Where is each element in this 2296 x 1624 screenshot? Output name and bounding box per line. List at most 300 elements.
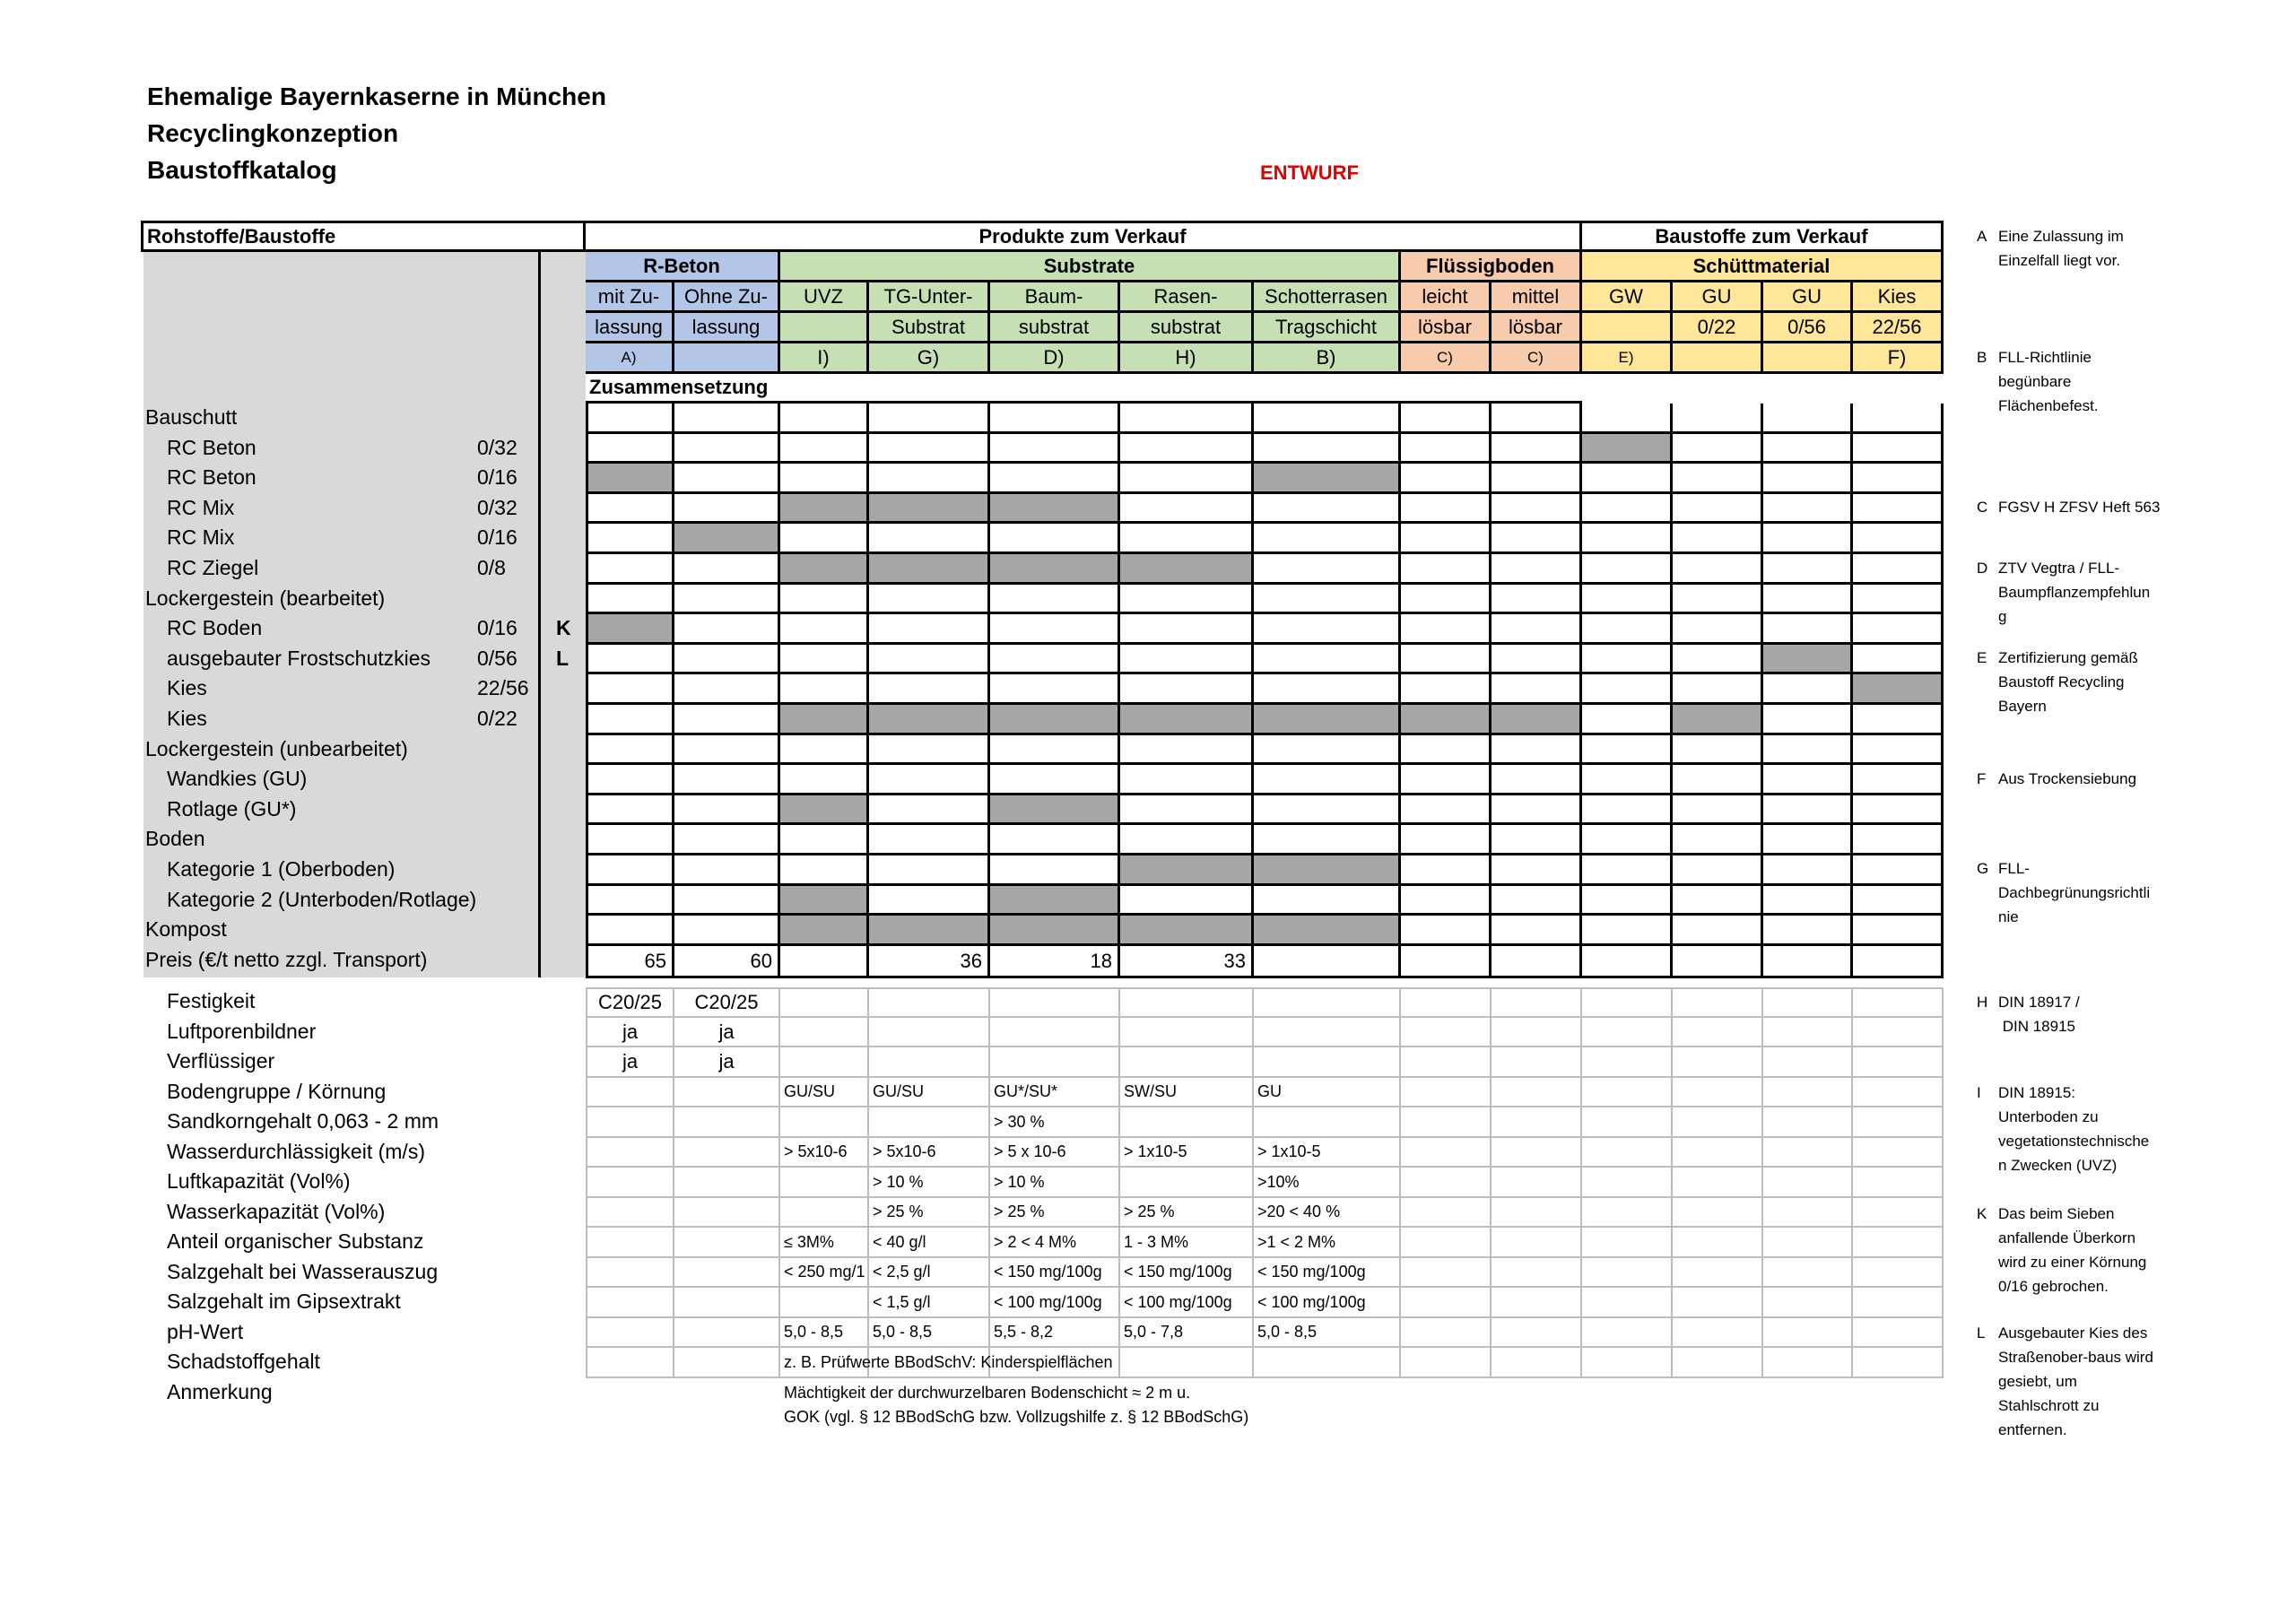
matrix-cell — [1254, 735, 1401, 765]
matrix-cell-filled — [1582, 434, 1673, 464]
property-cell — [1763, 1078, 1853, 1107]
doc-title-3: Baustoffkatalog — [147, 156, 337, 184]
matrix-cell — [1582, 464, 1673, 494]
matrix-cell — [1582, 524, 1673, 554]
price-cell — [1401, 946, 1492, 978]
matrix-cell — [1401, 524, 1492, 554]
property-cell — [1853, 1198, 1944, 1228]
anmerkung-line-2: GOK (vgl. § 12 BBodSchG bzw. Vollzugshilfe z. § 12 BBodSchG) — [784, 1408, 1249, 1426]
footnote-text: Das beim Sieben anfallende Überkorn wird zu einer Körnung 0/16 gebrochen. — [1998, 1205, 2147, 1295]
property-cell — [1492, 1288, 1582, 1318]
property-cell — [674, 1168, 780, 1198]
matrix-cell — [1401, 645, 1492, 674]
matrix-cell — [1401, 765, 1492, 795]
matrix-cell-filled — [780, 494, 869, 524]
matrix-cell — [1492, 554, 1582, 585]
matrix-cell — [586, 855, 674, 886]
matrix-cell — [1492, 434, 1582, 464]
matrix-cell — [1763, 404, 1853, 434]
column-ref — [1673, 343, 1763, 374]
property-cell: > 1x10-5 — [1120, 1138, 1254, 1168]
property-cell: < 150 mg/100g — [990, 1258, 1120, 1288]
grain-size: 0/32 — [477, 436, 517, 459]
matrix-cell — [1853, 585, 1944, 614]
property-cell: GU*/SU* — [990, 1078, 1120, 1107]
property-cell — [1673, 1018, 1763, 1047]
property-cell — [1401, 1107, 1492, 1138]
column-ref — [674, 343, 780, 374]
property-cell — [1401, 1318, 1492, 1348]
property-cell — [674, 1138, 780, 1168]
column-header-line1: Rasen- — [1120, 282, 1254, 313]
matrix-cell — [1120, 645, 1254, 674]
matrix-cell — [586, 795, 674, 825]
footnote — [1977, 1081, 2192, 1177]
matrix-cell — [780, 614, 869, 645]
footnote-text: FLL-Richtlinie begünbare Flächenbefest. — [1998, 349, 2099, 414]
property-cell: ja — [586, 1018, 674, 1047]
matrix-cell — [1763, 886, 1853, 916]
price-cell: 36 — [869, 946, 990, 978]
property-cell — [1673, 1228, 1763, 1258]
matrix-cell — [1673, 735, 1763, 765]
property-label: Schadstoffgehalt — [167, 1350, 320, 1373]
matrix-cell — [1582, 855, 1673, 886]
matrix-cell — [1763, 705, 1853, 735]
produkte-header: Produkte zum Verkauf — [586, 221, 1582, 252]
matrix-cell — [1492, 825, 1582, 855]
matrix-cell — [1401, 886, 1492, 916]
footnote-letter: E — [1977, 649, 1987, 666]
property-cell — [1254, 987, 1401, 1018]
matrix-cell — [1763, 674, 1853, 705]
matrix-cell — [869, 855, 990, 886]
property-cell: 5,0 - 7,8 — [1120, 1318, 1254, 1348]
footnote-letter: H — [1977, 994, 1988, 1011]
matrix-cell-filled — [869, 494, 990, 524]
property-cell: < 40 g/l — [869, 1228, 990, 1258]
property-cell — [1492, 987, 1582, 1018]
matrix-cell — [1401, 554, 1492, 585]
matrix-cell-filled — [780, 554, 869, 585]
matrix-cell — [1853, 645, 1944, 674]
column-ref: F) — [1853, 343, 1944, 374]
property-cell: ja — [674, 1018, 780, 1047]
matrix-cell — [1582, 554, 1673, 585]
property-cell — [1120, 1107, 1254, 1138]
matrix-cell — [869, 825, 990, 855]
matrix-cell — [990, 464, 1120, 494]
price-cell — [1492, 946, 1582, 978]
property-cell: < 250 mg/1 — [780, 1258, 869, 1288]
matrix-cell — [1853, 464, 1944, 494]
property-cell — [780, 987, 869, 1018]
property-cell: > 30 % — [990, 1107, 1120, 1138]
matrix-cell — [1673, 916, 1763, 946]
property-cell — [1120, 1018, 1254, 1047]
matrix-cell — [1582, 765, 1673, 795]
matrix-cell — [990, 855, 1120, 886]
matrix-cell — [990, 585, 1120, 614]
footnote-letter: A — [1977, 228, 1987, 245]
property-cell: >10% — [1254, 1168, 1401, 1198]
matrix-cell — [780, 674, 869, 705]
price-cell — [1673, 946, 1763, 978]
footnote-text: Aus Trockensiebung — [1998, 770, 2137, 787]
footnote-text: Zertifizierung gemäß Baustoff Recycling Bayern — [1998, 649, 2138, 715]
matrix-cell — [1853, 614, 1944, 645]
column-ref — [1763, 343, 1853, 374]
matrix-cell — [1120, 886, 1254, 916]
material-row-label: Kategorie 1 (Oberboden) — [167, 857, 396, 881]
property-cell — [1763, 1348, 1853, 1378]
property-cell — [1254, 1107, 1401, 1138]
matrix-cell — [1673, 825, 1763, 855]
property-cell — [1763, 1107, 1853, 1138]
matrix-cell — [780, 464, 869, 494]
property-cell: < 150 mg/100g — [1254, 1258, 1401, 1288]
matrix-cell — [990, 524, 1120, 554]
material-row-label: RC Mix — [167, 496, 235, 519]
property-cell — [1582, 1348, 1673, 1378]
property-cell — [1673, 1138, 1763, 1168]
column-ref: A) — [586, 343, 674, 374]
matrix-cell-filled — [1492, 705, 1582, 735]
anmerkung-line-1: Mächtigkeit der durchwurzelbaren Bodenschicht ≈ 2 m u. — [784, 1384, 1191, 1402]
matrix-cell — [1673, 674, 1763, 705]
property-cell: > 2 < 4 M% — [990, 1228, 1120, 1258]
footnote-text: DIN 18915: Unterboden zu vegetationstechnische n Zwecken (UVZ) — [1998, 1084, 2150, 1174]
matrix-cell — [674, 464, 780, 494]
footnote-letter: B — [1977, 349, 1987, 366]
matrix-cell — [1492, 464, 1582, 494]
matrix-cell — [1120, 404, 1254, 434]
property-cell — [1582, 1018, 1673, 1047]
matrix-cell-filled — [1254, 705, 1401, 735]
property-cell — [1582, 1107, 1673, 1138]
property-cell — [1673, 1107, 1763, 1138]
column-header-line2 — [780, 313, 869, 343]
footnote-letter: G — [1977, 860, 1989, 877]
property-cell — [1763, 1198, 1853, 1228]
matrix-cell — [1763, 554, 1853, 585]
property-label: Bodengruppe / Körnung — [167, 1080, 387, 1103]
matrix-cell — [586, 645, 674, 674]
matrix-cell — [1853, 434, 1944, 464]
property-cell: > 5x10-6 — [869, 1138, 990, 1168]
matrix-cell — [1492, 524, 1582, 554]
property-cell: >1 < 2 M% — [1254, 1228, 1401, 1258]
matrix-cell — [869, 524, 990, 554]
property-cell: ja — [674, 1047, 780, 1078]
matrix-cell — [869, 404, 990, 434]
matrix-cell-filled — [1120, 916, 1254, 946]
matrix-cell — [1120, 585, 1254, 614]
property-cell: ≤ 3M% — [780, 1228, 869, 1258]
matrix-cell — [586, 735, 674, 765]
matrix-cell — [780, 825, 869, 855]
property-cell — [1401, 1138, 1492, 1168]
matrix-cell — [1401, 855, 1492, 886]
matrix-cell — [1582, 645, 1673, 674]
matrix-cell — [990, 735, 1120, 765]
property-cell: < 150 mg/100g — [1120, 1258, 1254, 1288]
matrix-cell — [1492, 765, 1582, 795]
property-cell — [1763, 1258, 1853, 1288]
matrix-cell — [1120, 674, 1254, 705]
matrix-cell — [1582, 795, 1673, 825]
matrix-cell — [1254, 645, 1401, 674]
property-label: Luftporenbildner — [167, 1020, 317, 1043]
property-cell — [990, 1047, 1120, 1078]
matrix-cell — [1582, 916, 1673, 946]
property-cell — [990, 1018, 1120, 1047]
grain-size: 0/16 — [477, 616, 517, 639]
footnote-text: Ausgebauter Kies des Straßenober-baus wird gesiebt, um Stahlschrott zu entfernen. — [1998, 1324, 2153, 1438]
matrix-cell — [1582, 404, 1673, 434]
matrix-cell — [1492, 674, 1582, 705]
property-cell: < 100 mg/100g — [1120, 1288, 1254, 1318]
matrix-cell — [1582, 735, 1673, 765]
matrix-cell — [1763, 585, 1853, 614]
property-cell — [1673, 1348, 1763, 1378]
group-header: Flüssigboden — [1401, 252, 1582, 282]
rohstoffe-header: Rohstoffe/Baustoffe — [141, 221, 586, 252]
column-header-line2: Tragschicht — [1254, 313, 1401, 343]
matrix-cell — [674, 916, 780, 946]
matrix-cell — [1673, 494, 1763, 524]
grain-size: 0/22 — [477, 707, 517, 730]
matrix-cell — [1853, 705, 1944, 735]
matrix-cell — [1254, 585, 1401, 614]
footnote-text: ZTV Vegtra / FLL- Baumpflanzempfehlun g — [1998, 560, 2151, 625]
matrix-cell — [674, 585, 780, 614]
material-row-label: Kies — [167, 707, 207, 730]
footnote — [1977, 224, 2192, 273]
column-header-line1: UVZ — [780, 282, 869, 313]
matrix-cell — [1853, 524, 1944, 554]
matrix-cell-filled — [990, 494, 1120, 524]
property-label: Anteil organischer Substanz — [167, 1229, 424, 1253]
property-label: Verflüssiger — [167, 1049, 275, 1073]
baustoffe-header: Baustoffe zum Verkauf — [1582, 221, 1944, 252]
property-cell — [1401, 1047, 1492, 1078]
property-cell — [1582, 1078, 1673, 1107]
property-cell — [1401, 1018, 1492, 1047]
property-cell: > 25 % — [990, 1198, 1120, 1228]
property-cell — [1853, 1018, 1944, 1047]
property-cell — [1254, 1047, 1401, 1078]
matrix-cell — [586, 916, 674, 946]
matrix-cell — [1401, 614, 1492, 645]
matrix-cell — [1853, 855, 1944, 886]
matrix-cell-filled — [586, 614, 674, 645]
matrix-cell — [1254, 404, 1401, 434]
property-cell: C20/25 — [586, 987, 674, 1018]
footnote — [1977, 856, 2192, 929]
column-ref: C) — [1492, 343, 1582, 374]
matrix-cell — [869, 585, 990, 614]
matrix-cell-filled — [869, 916, 990, 946]
column-header-line2: 22/56 — [1853, 313, 1944, 343]
matrix-cell — [780, 404, 869, 434]
column-header-line2: lassung — [674, 313, 780, 343]
matrix-cell — [869, 886, 990, 916]
matrix-cell — [1853, 825, 1944, 855]
footnote — [1977, 495, 2192, 519]
matrix-cell — [586, 825, 674, 855]
property-cell: > 5 x 10-6 — [990, 1138, 1120, 1168]
property-cell — [586, 1168, 674, 1198]
mark-column-background — [538, 251, 586, 977]
price-cell: 65 — [586, 946, 674, 978]
matrix-cell — [586, 886, 674, 916]
footnote-letter: C — [1977, 499, 1988, 516]
matrix-cell — [1582, 614, 1673, 645]
property-cell — [674, 1258, 780, 1288]
property-cell — [586, 1107, 674, 1138]
group-header: Schüttmaterial — [1582, 252, 1944, 282]
matrix-cell — [1120, 825, 1254, 855]
matrix-cell — [780, 585, 869, 614]
property-cell — [990, 987, 1120, 1018]
property-cell — [1853, 1348, 1944, 1378]
column-ref: B) — [1254, 343, 1401, 374]
column-header-line1: leicht — [1401, 282, 1492, 313]
doc-title-1: Ehemalige Bayernkaserne in München — [147, 83, 606, 110]
matrix-cell — [1401, 825, 1492, 855]
property-cell — [1120, 1047, 1254, 1078]
property-label: Festigkeit — [167, 989, 256, 1012]
footnote — [1977, 767, 2192, 791]
property-label: Wasserkapazität (Vol%) — [167, 1200, 386, 1223]
property-cell — [1673, 1258, 1763, 1288]
matrix-cell — [1492, 614, 1582, 645]
material-group-label: Lockergestein (unbearbeitet) — [145, 737, 408, 760]
property-cell — [1492, 1318, 1582, 1348]
matrix-cell — [674, 645, 780, 674]
matrix-cell — [1401, 674, 1492, 705]
matrix-cell — [1763, 464, 1853, 494]
matrix-cell — [1492, 735, 1582, 765]
property-cell — [1582, 1198, 1673, 1228]
column-header-line1: Schotterrasen — [1254, 282, 1401, 313]
matrix-cell — [869, 765, 990, 795]
property-cell — [780, 1198, 869, 1228]
matrix-cell — [1492, 916, 1582, 946]
property-cell — [1673, 1078, 1763, 1107]
property-cell — [1401, 1288, 1492, 1318]
material-row-label: RC Boden — [167, 616, 263, 639]
matrix-cell — [586, 434, 674, 464]
matrix-cell — [1401, 795, 1492, 825]
anmerkung-label: Anmerkung — [167, 1380, 273, 1403]
price-cell — [1254, 946, 1401, 978]
property-cell — [1492, 1228, 1582, 1258]
matrix-cell — [586, 404, 674, 434]
property-cell — [674, 1228, 780, 1258]
footnote — [1977, 1321, 2192, 1442]
property-cell — [1401, 1078, 1492, 1107]
footnote-text: Eine Zulassung im Einzelfall liegt vor. — [1998, 228, 2124, 269]
material-row-label: RC Mix — [167, 525, 235, 549]
matrix-cell — [869, 795, 990, 825]
matrix-cell — [1673, 855, 1763, 886]
column-header-line1: Baum- — [990, 282, 1120, 313]
property-cell — [1673, 1198, 1763, 1228]
property-cell — [1120, 1168, 1254, 1198]
property-cell — [780, 1107, 869, 1138]
matrix-cell — [1401, 464, 1492, 494]
property-cell — [869, 987, 990, 1018]
property-cell — [586, 1198, 674, 1228]
matrix-cell — [780, 524, 869, 554]
property-cell — [1401, 1168, 1492, 1198]
property-cell — [1673, 1318, 1763, 1348]
property-cell — [1582, 1138, 1673, 1168]
matrix-cell-filled — [990, 886, 1120, 916]
matrix-cell — [1401, 916, 1492, 946]
matrix-cell — [1120, 614, 1254, 645]
material-row-label: Kies — [167, 676, 207, 699]
matrix-cell — [869, 614, 990, 645]
property-cell — [1401, 1198, 1492, 1228]
matrix-cell — [1853, 554, 1944, 585]
column-ref: H) — [1120, 343, 1254, 374]
property-cell — [586, 1258, 674, 1288]
matrix-cell — [586, 524, 674, 554]
matrix-cell — [1120, 464, 1254, 494]
property-cell — [1763, 1168, 1853, 1198]
property-cell — [1853, 1138, 1944, 1168]
matrix-cell — [1853, 886, 1944, 916]
property-label: Salzgehalt im Gipsextrakt — [167, 1290, 401, 1313]
property-cell — [780, 1018, 869, 1047]
property-cell — [586, 1348, 674, 1378]
matrix-cell-filled — [1673, 705, 1763, 735]
matrix-cell — [1401, 404, 1492, 434]
property-cell — [869, 1018, 990, 1047]
grain-size: 0/16 — [477, 525, 517, 549]
property-cell: GU/SU — [780, 1078, 869, 1107]
property-cell — [1492, 1258, 1582, 1288]
matrix-cell-filled — [990, 705, 1120, 735]
material-row-label: RC Beton — [167, 436, 257, 459]
matrix-cell-filled — [1254, 916, 1401, 946]
matrix-cell — [674, 886, 780, 916]
matrix-cell — [1673, 795, 1763, 825]
matrix-cell-filled — [780, 795, 869, 825]
property-cell — [780, 1047, 869, 1078]
property-cell — [674, 1078, 780, 1107]
matrix-cell — [674, 494, 780, 524]
matrix-cell — [1763, 614, 1853, 645]
property-cell — [1763, 1288, 1853, 1318]
matrix-cell — [1254, 554, 1401, 585]
matrix-cell-filled — [990, 916, 1120, 946]
column-header-line1: GU — [1763, 282, 1853, 313]
column-header-line2: substrat — [990, 313, 1120, 343]
property-cell — [869, 1107, 990, 1138]
material-row-label: Rotlage (GU*) — [167, 797, 297, 821]
column-header-line1: GU — [1673, 282, 1763, 313]
material-row-label: RC Ziegel — [167, 556, 259, 579]
matrix-cell — [1254, 614, 1401, 645]
property-cell — [1582, 987, 1673, 1018]
footnote-letter: K — [1977, 1205, 1987, 1222]
property-cell — [1582, 1288, 1673, 1318]
matrix-cell-filled — [780, 705, 869, 735]
